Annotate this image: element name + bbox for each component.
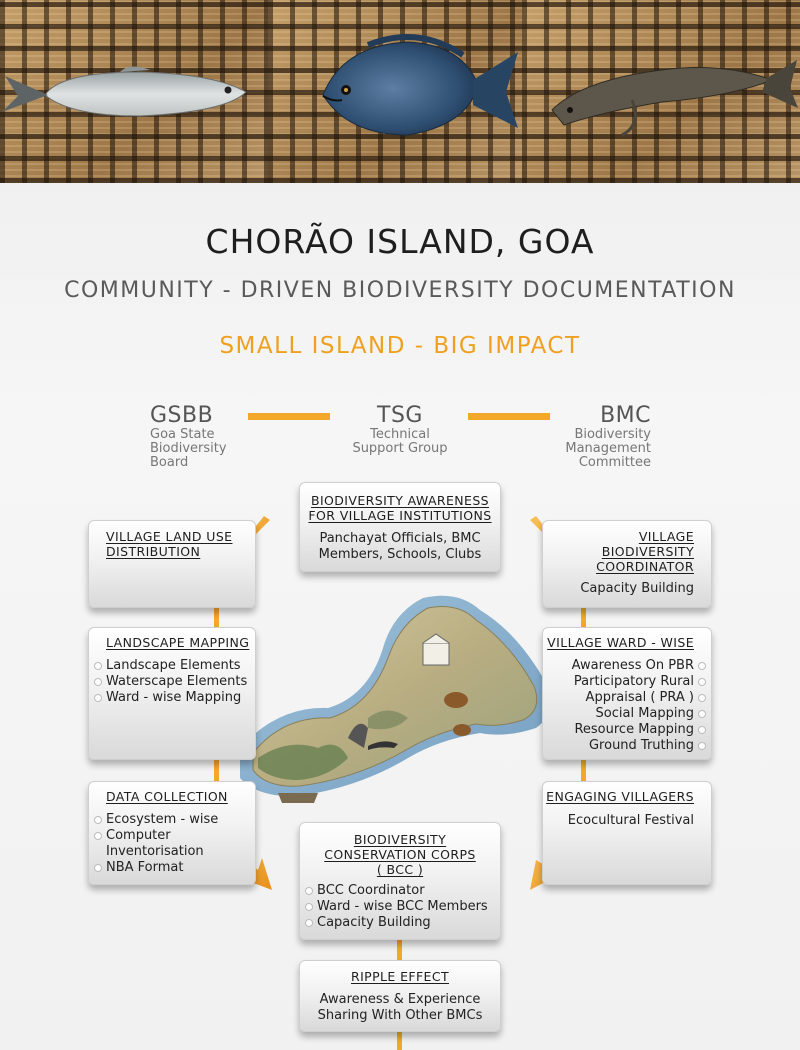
ripple-line-1: Awareness & Experience xyxy=(319,992,481,1007)
list-item: Computer xyxy=(106,828,255,844)
awareness-heading-2: FOR VILLAGE INSTITUTIONS xyxy=(308,508,492,523)
org-gsbb-line3: Board xyxy=(150,455,189,470)
bcc-list xyxy=(317,883,500,931)
coordinator-heading-1: VILLAGE xyxy=(638,529,694,544)
awareness-line-1: Panchayat Officials, BMC xyxy=(319,531,481,546)
org-gsbb-line2: Biodiversity xyxy=(150,441,227,456)
coordinator-heading-2: BIODIVERSITY xyxy=(601,544,694,559)
tagline: SMALL ISLAND - BIG IMPACT xyxy=(219,333,581,359)
list-item: NBA Format xyxy=(106,860,255,876)
box-biodiversity-awareness xyxy=(299,482,501,572)
box-village-ward-wise xyxy=(542,627,712,760)
ward-list xyxy=(543,658,694,754)
bcc-heading-3: ( BCC ) xyxy=(376,862,424,877)
landscape-heading: LANDSCAPE MAPPING xyxy=(106,635,250,650)
list-item: Ground Truthing xyxy=(543,738,694,754)
list-item: Appraisal ( PRA ) xyxy=(543,690,694,706)
awareness-line-2: Members, Schools, Clubs xyxy=(318,547,482,562)
box-village-coordinator xyxy=(542,520,712,608)
org-tsg-line1: Technical xyxy=(370,427,430,442)
list-item: Ecosystem - wise xyxy=(106,812,255,828)
bcc-heading-2: CONSERVATION CORPS xyxy=(324,847,476,862)
engaging-line-1: Ecocultural Festival xyxy=(567,813,694,828)
box-data-collection xyxy=(88,781,256,885)
org-tsg-line2: Support Group xyxy=(352,441,448,456)
bcc-heading-1: BIODIVERSITY xyxy=(353,832,447,847)
list-item: Awareness On PBR xyxy=(543,658,694,674)
coordinator-heading-3: COORDINATOR xyxy=(596,559,694,574)
page-subtitle: COMMUNITY - DRIVEN BIODIVERSITY DOCUMENTATION xyxy=(64,278,736,303)
list-item: Social Mapping xyxy=(543,706,694,722)
ward-heading: VILLAGE WARD - WISE xyxy=(547,635,694,650)
coordinator-line-1: Capacity Building xyxy=(580,581,694,596)
list-item: Landscape Elements xyxy=(106,658,255,674)
data-collection-heading: DATA COLLECTION xyxy=(106,789,228,804)
list-item: Participatory Rural xyxy=(543,674,694,690)
org-gsbb-line1: Goa State xyxy=(150,427,215,442)
land-use-heading-2: DISTRIBUTION xyxy=(106,544,201,559)
list-item: Resource Mapping xyxy=(543,722,694,738)
list-item: Capacity Building xyxy=(317,915,500,931)
awareness-heading-1: BIODIVERSITY AWARENESS xyxy=(310,493,489,508)
list-item: Inventorisation xyxy=(106,844,204,859)
box-landscape-mapping xyxy=(88,627,256,760)
list-item: Ward - wise Mapping xyxy=(106,690,255,706)
list-item: BCC Coordinator xyxy=(317,883,500,899)
landscape-list xyxy=(106,658,255,706)
org-tsg-abbr: TSG xyxy=(377,403,423,428)
box-ripple-effect xyxy=(299,960,501,1032)
box-village-land-use xyxy=(88,520,256,608)
land-use-heading-1: VILLAGE LAND USE xyxy=(106,529,233,544)
org-bmc-abbr: BMC xyxy=(600,403,651,428)
org-gsbb-abbr: GSBB xyxy=(150,403,214,428)
org-bmc-line1: Biodiversity xyxy=(574,427,651,442)
engaging-heading: ENGAGING VILLAGERS xyxy=(546,789,694,804)
org-bmc-line3: Committee xyxy=(578,455,651,470)
ripple-line-2: Sharing With Other BMCs xyxy=(317,1008,483,1023)
data-collection-list xyxy=(106,812,255,876)
box-bcc xyxy=(299,822,501,940)
list-item: Waterscape Elements xyxy=(106,674,255,690)
org-bmc-line2: Management xyxy=(565,441,651,456)
page-title: CHORÃO ISLAND, GOA xyxy=(205,222,595,261)
box-engaging-villagers xyxy=(542,781,712,885)
ripple-heading: RIPPLE EFFECT xyxy=(350,969,450,984)
list-item: Ward - wise BCC Members xyxy=(317,899,500,915)
